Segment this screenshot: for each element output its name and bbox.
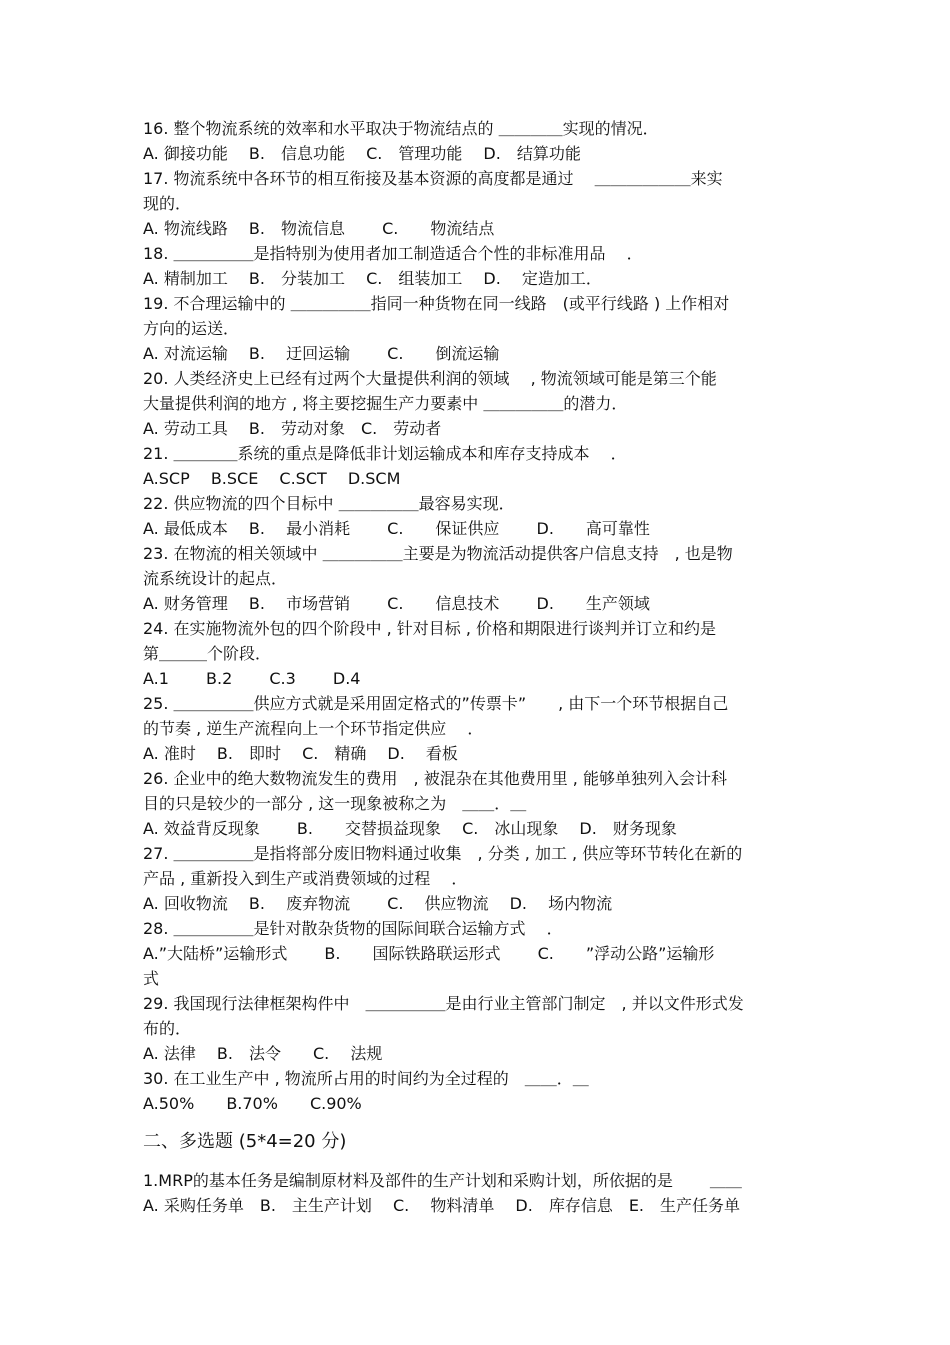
- question-stem-line: 18. ＿＿＿＿＿是指特别为使用者加工制造适合个性的非标准用品 ．: [143, 244, 643, 263]
- question: [143, 441, 813, 491]
- question-stem-line: 流系统设计的起点．: [143, 569, 288, 588]
- question-options: A.”大陆桥”运输形式 B. 国际铁路联运形式 C. ”浮动公路”运输形: [143, 944, 715, 963]
- question: [143, 291, 813, 366]
- section-title: 二、多选题 (5*4=20 分): [143, 1131, 347, 1152]
- question-stem-line: 产品 , 重新投入到生产或消费领域的过程 ．: [143, 869, 468, 888]
- question: [143, 116, 813, 166]
- question: [143, 166, 813, 241]
- question-stem-line: 现的．: [143, 194, 192, 213]
- question-options: A. 劳动工具 B. 劳动对象 C. 劳动者: [143, 419, 442, 438]
- question: [143, 916, 813, 991]
- question: [143, 241, 813, 291]
- question-stem-line: 1.MRP的基本任务是编制原材料及部件的生产计划和采购计划，所依据的是 ＿＿: [143, 1171, 742, 1190]
- question-options: A. 准时 B. 即时 C. 精确 D. 看板: [143, 744, 458, 763]
- exam-page: [143, 116, 813, 1218]
- question-options: 式: [143, 969, 160, 988]
- question-options: A. 法律 B. 法令 C. 法规: [143, 1044, 383, 1063]
- question-stem-line: 第＿＿＿个阶段．: [143, 644, 272, 663]
- question-stem-line: 17. 物流系统中各环节的相互衔接及基本资源的高度都是通过 ＿＿＿＿＿＿来实: [143, 169, 723, 188]
- question-stem-line: 21. ＿＿＿＿系统的重点是降低非计划运输成本和库存支持成本 ．: [143, 444, 627, 463]
- single-choice-questions: [143, 116, 813, 1116]
- question-stem-line: 20. 人类经济史上已经有过两个大量提供利润的领域 , 物流领域可能是第三个能: [143, 369, 717, 388]
- question-stem-line: 26. 企业中的绝大数物流发生的费用 , 被混杂在其他费用里 , 能够单独列入会计科: [143, 769, 727, 788]
- question-options: A. 最低成本 B. 最小消耗 C. 保证供应 D. 高可靠性: [143, 519, 650, 538]
- question-options: A. 精制加工 B. 分装加工 C. 组装加工 D. 定造加工．: [143, 269, 602, 288]
- question-stem-line: 目的只是较少的一部分 , 这一现象被称之为 ＿＿．＿: [143, 794, 527, 813]
- question-stem-line: 30. 在工业生产中 , 物流所占用的时间约为全过程的 ＿＿．＿: [143, 1069, 589, 1088]
- question: [143, 991, 813, 1066]
- question-options: A. 御接功能 B. 信息功能 C. 管理功能 D. 结算功能: [143, 144, 581, 163]
- question-stem-line: 24. 在实施物流外包的四个阶段中 , 针对目标 , 价格和期限进行谈判并订立和约是: [143, 619, 717, 638]
- question-stem-line: 16. 整个物流系统的效率和水平取决于物流结点的 ＿＿＿＿实现的情况．: [143, 119, 659, 138]
- question: [143, 541, 813, 616]
- question-stem-line: 27. ＿＿＿＿＿是指将部分废旧物料通过收集 , 分类 , 加工 , 供应等环节转化在新的: [143, 844, 743, 863]
- question-options: A.SCP B.SCE C.SCT D.SCM: [143, 469, 401, 488]
- question-stem-line: 布的．: [143, 1019, 192, 1038]
- question-options: A.50% B.70% C.90%: [143, 1094, 362, 1113]
- question-stem-line: 方向的运送．: [143, 319, 240, 338]
- question-stem-line: 29. 我国现行法律框架构件中 ＿＿＿＿＿是由行业主管部门制定 , 并以文件形式发: [143, 994, 744, 1013]
- question-stem-line: 23. 在物流的相关领域中 ＿＿＿＿＿主要是为物流活动提供客户信息支持 , 也是物: [143, 544, 733, 563]
- question-options: A. 对流运输 B. 迂回运输 C. 倒流运输: [143, 344, 500, 363]
- question-options: A. 回收物流 B. 废弃物流 C. 供应物流 D. 场内物流: [143, 894, 613, 913]
- question: [143, 691, 813, 766]
- multi-choice-questions: [143, 1168, 813, 1218]
- question: [143, 616, 813, 691]
- question-stem-line: 19. 不合理运输中的 ＿＿＿＿＿指同一种货物在同一线路 (或平行线路 ) 上作相对: [143, 294, 730, 313]
- question-stem-line: 大量提供利润的地方 , 将主要挖掘生产力要素中 ＿＿＿＿＿的潜力．: [143, 394, 628, 413]
- question-stem-line: 28. ＿＿＿＿＿是针对散杂货物的国际间联合运输方式 ．: [143, 919, 563, 938]
- question: [143, 1066, 813, 1116]
- question-options: A. 财务管理 B. 市场营销 C. 信息技术 D. 生产领域: [143, 594, 650, 613]
- question-stem-line: 25. ＿＿＿＿＿供应方式就是采用固定格式的”传票卡” , 由下一个环节根据自己: [143, 694, 729, 713]
- question: [143, 491, 813, 541]
- question-options: A.1 B.2 C.3 D.4: [143, 669, 361, 688]
- question: [143, 766, 813, 841]
- question-stem-line: 22. 供应物流的四个目标中 ＿＿＿＿＿最容易实现．: [143, 494, 515, 513]
- question-options: A. 效益背反现象 B. 交替损益现象 C. 冰山现象 D. 财务现象: [143, 819, 677, 838]
- question: [143, 841, 813, 916]
- question-options: A. 物流线路 B. 物流信息 C. 物流结点: [143, 219, 495, 238]
- question-options: A. 采购任务单 B. 主生产计划 C. 物料清单 D. 库存信息 E. 生产任务单: [143, 1196, 741, 1215]
- question-stem-line: 的节奏 , 逆生产流程向上一个环节指定供应 ．: [143, 719, 484, 738]
- question: [143, 1168, 813, 1218]
- question: [143, 366, 813, 441]
